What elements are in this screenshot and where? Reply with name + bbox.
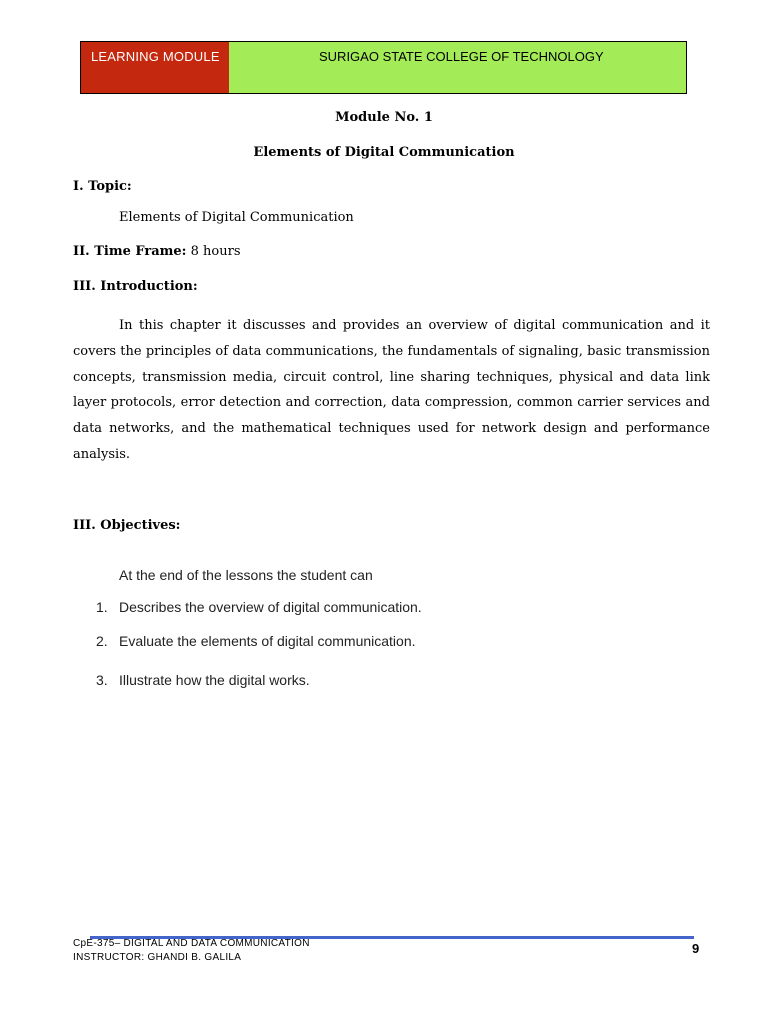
topic-text: Elements of Digital Communication [119,210,354,225]
time-frame-heading: II. Time Frame: [73,244,187,259]
page-number: 9 [692,941,700,956]
college-name-label: SURIGAO STATE COLLEGE OF TECHNOLOGY [229,42,686,93]
objective-item: Illustrate how the digital works. [119,672,310,688]
learning-module-label: LEARNING MODULE [81,42,229,93]
introduction-heading: III. Introduction: [73,279,198,294]
objectives-lead: At the end of the lessons the student can [119,567,373,583]
introduction-paragraph [73,313,710,468]
time-frame-line [73,244,241,259]
objective-number: 2. [96,633,108,649]
objective-number: 1. [96,599,108,615]
objective-number: 3. [96,672,108,688]
objective-item: Evaluate the elements of digital communication. [119,633,416,649]
time-frame-value: 8 hours [190,244,241,259]
topic-heading: I. Topic: [73,179,132,194]
document-header [80,41,687,94]
footer-course: CpE-375– DIGITAL AND DATA COMMUNICATION [73,938,310,949]
objective-item: Describes the overview of digital communication. [119,599,422,615]
footer-instructor: INSTRUCTOR: GHANDI B. GALILA [73,952,242,963]
module-title: Elements of Digital Communication [253,145,515,160]
objectives-heading: III. Objectives: [73,518,181,533]
introduction-text: In this chapter it discusses and provides an overview of digital communication and it covers the principles of data communications, the fundamentals of signaling, basic transmission concepts, transmission media, circuit control, line sharing techniques, physical and data link layer protocols, error detection and correction, data compression, common carrier services and data networks, and the mathematical techniques used for network design and performance analysis. [73,318,710,462]
module-number: Module No. 1 [335,110,433,125]
